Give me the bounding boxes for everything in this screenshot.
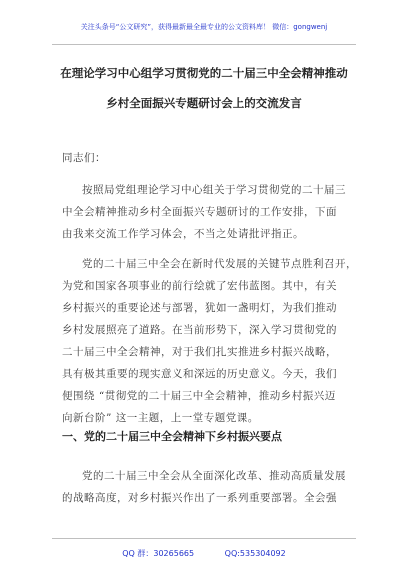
header-divider: [52, 44, 356, 45]
paragraph-2-line: 党的二十届三中全会在新时代发展的关键节点胜利召开，: [82, 258, 357, 270]
paragraph-2-line: 乡村振兴的重要论述与部署，犹如一盏明灯，为我们推动: [62, 302, 337, 314]
section-1-heading: 一、党的二十届三中全会精神下乡村振兴要点: [62, 430, 282, 443]
document-title-line-1: 在理论学习中心组学习贯彻党的二十届三中全会精神推动: [60, 66, 348, 80]
header-notice: 关注头条号“公文研究”，获得最新最全最专业的公文资料库！ 微信：gongwenj: [80, 23, 328, 31]
paragraph-3-line: 党的二十届三中全会从全面深化改革、推动高质量发展: [82, 470, 346, 482]
footer-divider: [52, 538, 356, 539]
footer-qq: QQ:535304092: [224, 549, 286, 558]
footer-qq-group: QQ 群：30265665: [122, 549, 195, 558]
document-title-line-2: 乡村全面振兴专题研讨会上的交流发言: [106, 96, 302, 110]
salutation: 同志们：: [62, 152, 106, 164]
footer-contact: [0, 548, 408, 560]
paragraph-2-line: 乡村发展照亮了道路。在当前形势下，深入学习贯彻党的: [62, 324, 337, 336]
paragraph-2-line: 便围绕 “贯彻党的二十届三中全会精神，推动乡村振兴迈: [62, 390, 336, 402]
paragraph-1-line: 中全会精神推动乡村全面振兴专题研讨的工作安排，下面: [62, 206, 337, 218]
paragraph-3-line: 的战略高度，对乡村振兴作出了一系列重要部署。全会强: [62, 492, 337, 504]
paragraph-1-line: 由我来交流工作学习体会，不当之处请批评指正。: [62, 228, 304, 240]
paragraph-1-line: 按照局党组理论学习中心组关于学习贯彻党的二十届三: [82, 184, 346, 196]
paragraph-2-line: 向新台阶” 这一主题，上一堂专题党课。: [62, 412, 259, 424]
paragraph-2-line: 为党和国家各项事业的前行绘就了宏伟蓝图。其中，有关: [62, 280, 337, 292]
paragraph-2-line: 二十届三中全会精神，对于我们扎实推进乡村振兴战略，: [62, 346, 337, 358]
paragraph-2-line: 具有极其重要的现实意义和深远的历史意义。今天，我们: [62, 368, 337, 380]
